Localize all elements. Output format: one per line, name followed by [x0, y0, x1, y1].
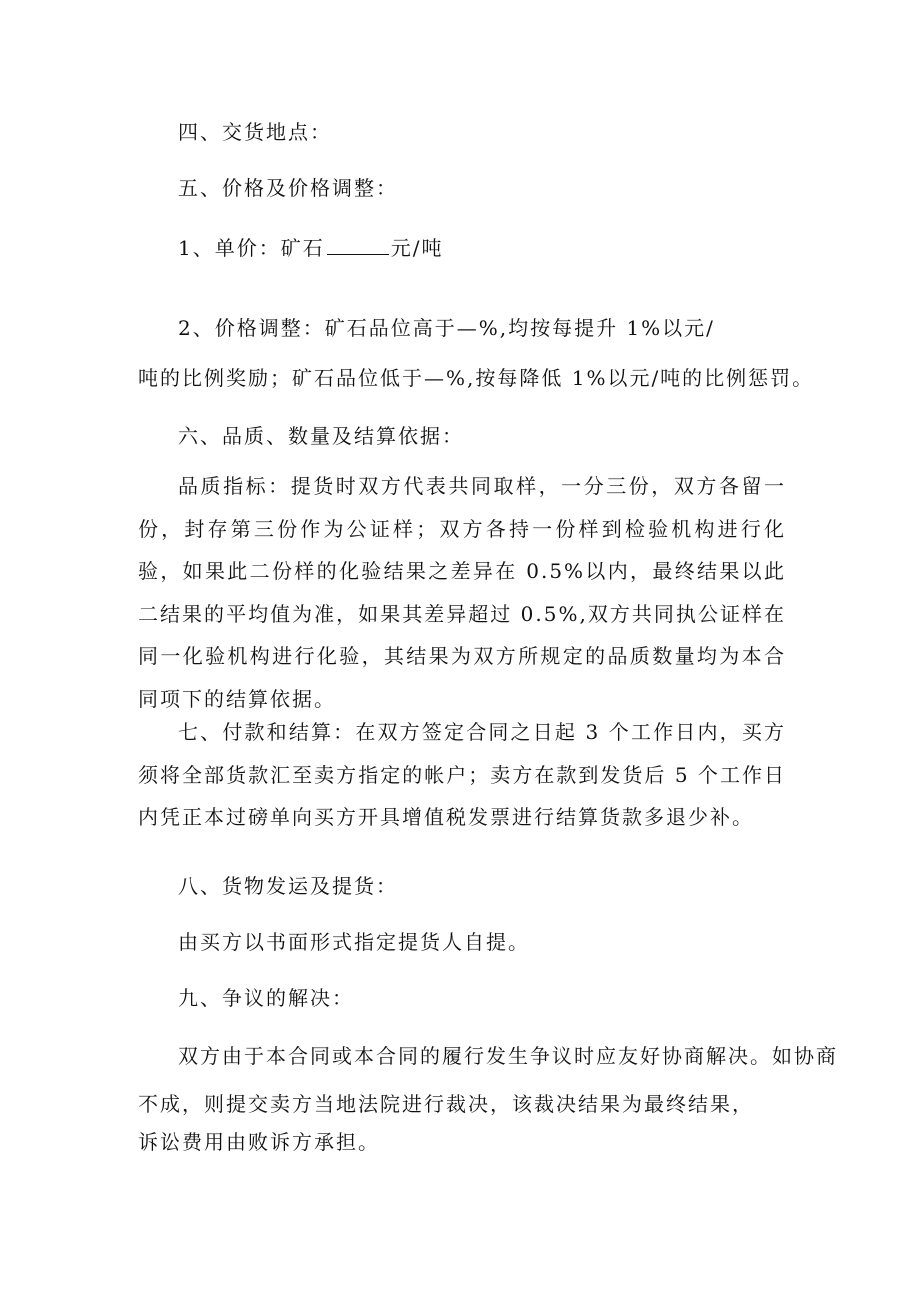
price-adjust-line-1: 2、价格调整：矿石品位高于—%,均按每提升 1%以元/: [178, 316, 715, 340]
unit-price-prefix: 1、单价：矿石: [178, 236, 325, 260]
section-quality-heading: 六、品质、数量及结算依据：: [178, 424, 464, 448]
section-shipping-heading: 八、货物发运及提货：: [178, 874, 398, 898]
unit-price-line: [178, 234, 443, 262]
shipping-text: 由买方以书面形式指定提货人自提。: [178, 930, 530, 954]
unit-price-suffix: 元/吨: [390, 236, 444, 260]
payment-paragraph: 七、付款和结算：在双方签定合同之日起 3 个工作日内，买方须将全部货款汇至卖方指定的帐户；卖方在款到发货后 5 个工作日内凭正本过磅单向买方开具增值税发票进行结算货款多退少补。: [138, 720, 786, 829]
quality-paragraph: 品质指标：提货时双方代表共同取样，一分三份，双方各留一份，封存第三份作为公证样；双方各持一份样到检验机构进行化验，如果此二份样的化验结果之差异在 0.5%以内，最终结果以此二结果的平均值为准，如果其差异超过 0.5%,双方共同执公证样在同一化验机构进行化验，其结果为双方所规定的品质数量均为本合同项下的结算依据。: [138, 474, 786, 711]
dispute-line-2: 不成，则提交卖方当地法院进行裁决，该裁决结果为最终结果，: [138, 1092, 754, 1116]
dispute-line-3: 诉讼费用由败诉方承担。: [138, 1130, 380, 1154]
dispute-line-1: 双方由于本合同或本合同的履行发生争议时应友好协商解决。如协商: [178, 1044, 838, 1068]
section-price-heading: 五、价格及价格调整：: [178, 176, 398, 200]
price-adjust-line-2: 吨的比例奖励；矿石品位低于—%,按每降低 1%以元/吨的比例惩罚。: [138, 366, 815, 390]
unit-price-blank: [327, 234, 389, 255]
section-dispute-heading: 九、争议的解决：: [178, 986, 354, 1010]
section-delivery-place: 四、交货地点：: [178, 120, 332, 144]
